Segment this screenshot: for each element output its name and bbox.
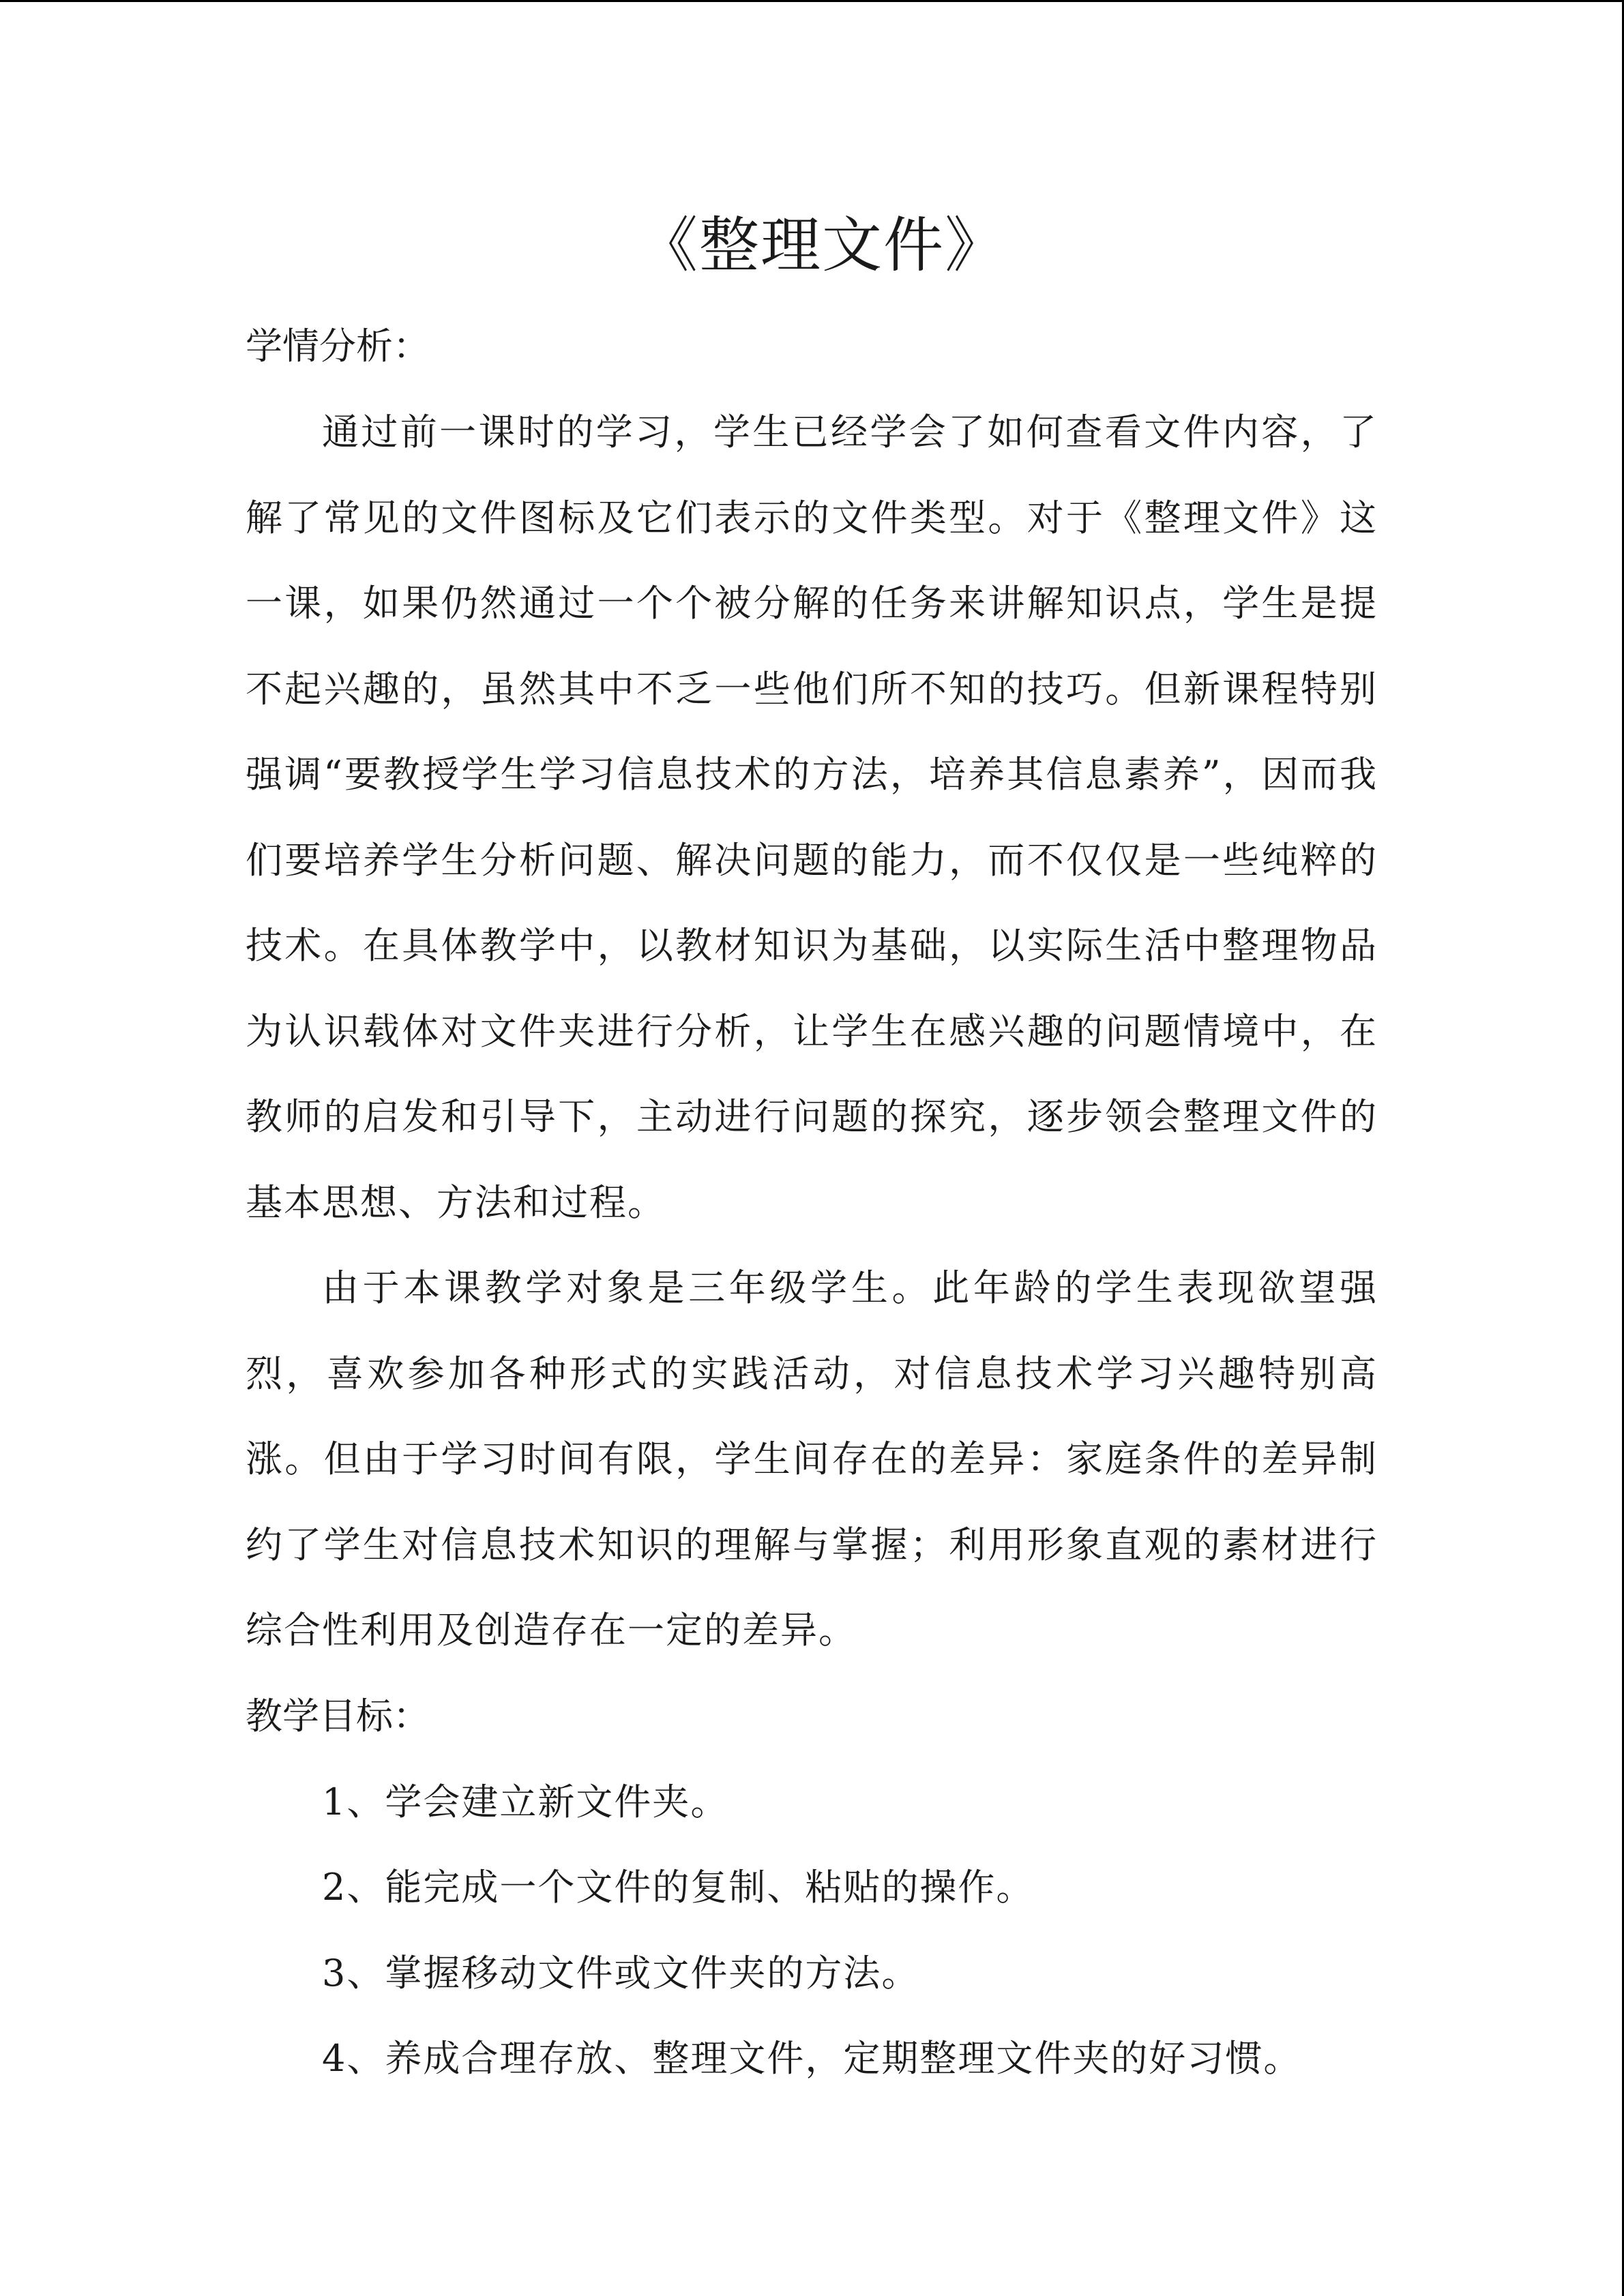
section-heading-goals: 教学目标： [246,1694,430,1738]
analysis-paragraph-1: 通过前一课时的学习，学生已经学会了如何查看文件内容，了解了常见的文件图标及它们表示的文件类型。对于《整理文件》这一课，如果仍然通过一个个被分解的任务来讲解知识点，学生是提不起兴趣的，虽然其中不乏一些他们所不知的技巧。但新课程特别强调“要教授学生学习信息技术的方法，培养其信息素养”，因而我们要培养学生分析问题、解决问题的能力，而不仅仅是一些纯粹的技术。在具体教学中，以教材知识为基础，以实际生活中整理物品为认识载体对文件夹进行分析，让学生在感兴趣的问题情境中，在教师的启发和引导下，主动进行问题的探究，逐步领会整理文件的基本思想、方法和过程。 [246,411,1378,1224]
goals-list [246,1759,1378,2102]
document-body [246,188,1378,2102]
goal-item-4: 4、养成合理存放、整理文件，定期整理文件夹的好习惯。 [322,2037,1302,2080]
goal-item-3: 3、掌握移动文件或文件夹的方法。 [322,1951,920,1995]
goal-item-1: 1、学会建立新文件夹。 [322,1780,729,1823]
section-heading-analysis: 学情分析： [246,325,430,368]
goal-item-2: 2、能完成一个文件的复制、粘贴的操作。 [322,1866,1035,1909]
analysis-paragraph-2: 由于本课教学对象是三年级学生。此年龄的学生表现欲望强烈，喜欢参加各种形式的实践活动，对信息技术学习兴趣特别高涨。但由于学习时间有限，学生间存在的差异：家庭条件的差异制约了学生对信息技术知识的理解与掌握；利用形象直观的素材进行综合性利用及创造存在一定的差异。 [246,1266,1378,1652]
document-title: 《整理文件》 [637,210,1006,280]
